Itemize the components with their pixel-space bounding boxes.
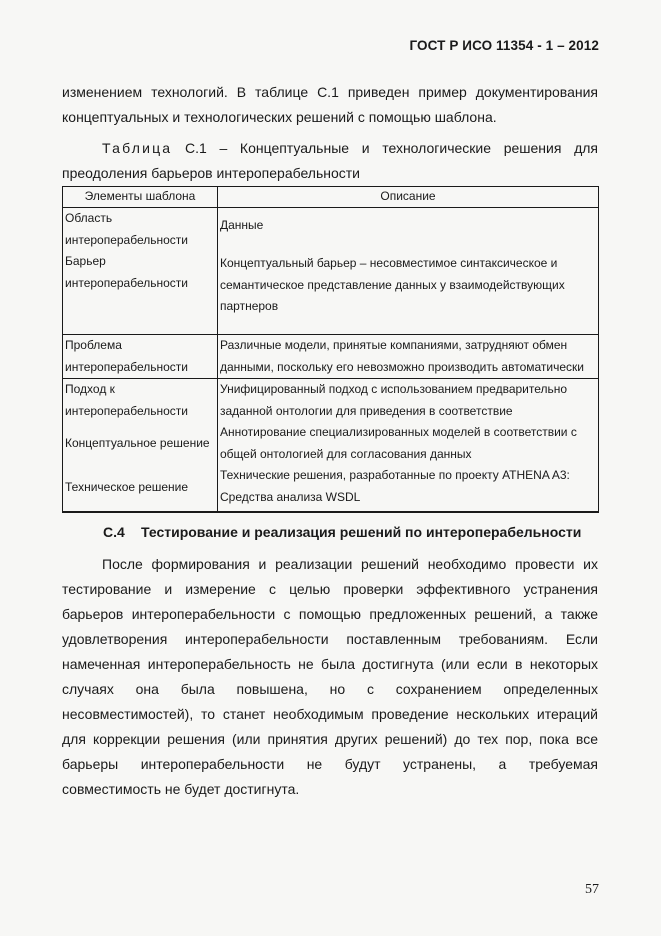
cell-text: Техническое решение	[65, 480, 189, 495]
cell-text: данными, поскольку его невозможно производить автоматически	[220, 359, 584, 374]
body-line: намеченная интероперабельность не была достигнута (или если в некоторых	[62, 656, 598, 672]
body-line: барьеров интероперабельности с помощью предложенных решений, а также	[62, 606, 598, 622]
document-header: ГОСТ Р ИСО 11354 - 1 – 2012	[409, 38, 599, 53]
cell-element	[63, 379, 218, 423]
page-number: 57	[585, 882, 599, 897]
table-caption	[62, 136, 598, 186]
cell-text: интероперабельности	[65, 275, 188, 290]
header-description: Описание	[218, 187, 599, 208]
intro-line: изменением технологий. В таблице С.1 приведен пример документирования	[62, 84, 598, 100]
cell-text: интероперабельности	[65, 403, 188, 418]
table-row	[63, 422, 599, 465]
cell-text: Данные	[220, 218, 264, 232]
table-row	[63, 251, 599, 335]
cell-text: Аннотирование специализированных моделей в соответствии с	[220, 425, 577, 439]
cell-text: Технические решения, разработанные по проекту ATHENA A3:	[220, 468, 570, 482]
cell-text: Концептуальное решение	[65, 435, 210, 450]
body-line: тестирование и измерение с целью проверки эффективного устранения	[62, 581, 598, 597]
cell-description	[218, 379, 599, 423]
table-row	[63, 208, 599, 252]
cell-text: семантическое представление данных у взаимодействующих	[220, 277, 565, 292]
solutions-table	[62, 186, 599, 513]
table-row	[63, 335, 599, 379]
intro-line: концептуальных и технологических решений с помощью шаблона.	[62, 109, 497, 125]
section-title: Тестирование и реализация решений по интероперабельности	[141, 524, 582, 540]
table-row	[63, 379, 599, 423]
cell-element	[63, 251, 218, 335]
caption-line-2: преодоления барьеров интероперабельности	[62, 165, 361, 181]
cell-text: заданной онтологии для приведения в соответствие	[220, 403, 513, 418]
cell-text: интероперабельности	[65, 232, 188, 247]
cell-text: Средства анализа WSDL	[220, 489, 361, 504]
cell-text: Унифицированный подход с использованием предварительно	[220, 382, 568, 396]
cell-text: общей онтологией для согласования данных	[220, 446, 472, 461]
cell-text: Концептуальный барьер – несовместимое синтаксическое и	[220, 256, 558, 270]
table-row	[63, 465, 599, 512]
cell-text: Область	[65, 211, 113, 225]
body-line: совместимость не будет достигнута.	[62, 781, 300, 797]
section-heading	[103, 524, 581, 540]
cell-text: интероперабельности	[65, 359, 188, 374]
header-elements: Элементы шаблона	[63, 187, 218, 208]
cell-element	[63, 465, 218, 512]
cell-description	[218, 422, 599, 465]
cell-element	[63, 422, 218, 465]
cell-text: Проблема	[65, 338, 122, 352]
body-paragraph	[62, 552, 598, 802]
body-line: случаях она была повышена, но с сохранением определенных	[62, 681, 598, 697]
caption-line	[62, 136, 598, 161]
cell-text: Барьер	[65, 254, 106, 268]
caption-rest: С.1 – Концептуальные и технологические решения для	[184, 140, 599, 156]
caption-prefix: Таблица	[102, 140, 173, 156]
cell-element	[63, 208, 218, 252]
body-line: для коррекции решения (или принятия других решений) до тех пор, пока все	[62, 731, 598, 747]
body-line: удовлетворения интероперабельности поставленным требованиям. Если	[62, 631, 598, 647]
body-line: После формирования и реализации решений необходимо провести их	[102, 556, 598, 572]
cell-description	[218, 208, 599, 252]
cell-description	[218, 335, 599, 379]
cell-description	[218, 251, 599, 335]
body-line: барьеры интероперабельности не будут устранены, а требуемая	[62, 756, 598, 772]
body-line: несовместимостей), то станет необходимым проведение нескольких итераций	[62, 706, 598, 722]
cell-text: Подход к	[65, 382, 115, 396]
cell-element	[63, 335, 218, 379]
table-header-row	[63, 187, 599, 208]
section-number: С.4	[103, 524, 125, 540]
cell-description	[218, 465, 599, 512]
intro-paragraph	[62, 80, 598, 130]
cell-text: партнеров	[220, 299, 279, 313]
cell-text: Различные модели, принятые компаниями, затрудняют обмен	[220, 338, 568, 352]
